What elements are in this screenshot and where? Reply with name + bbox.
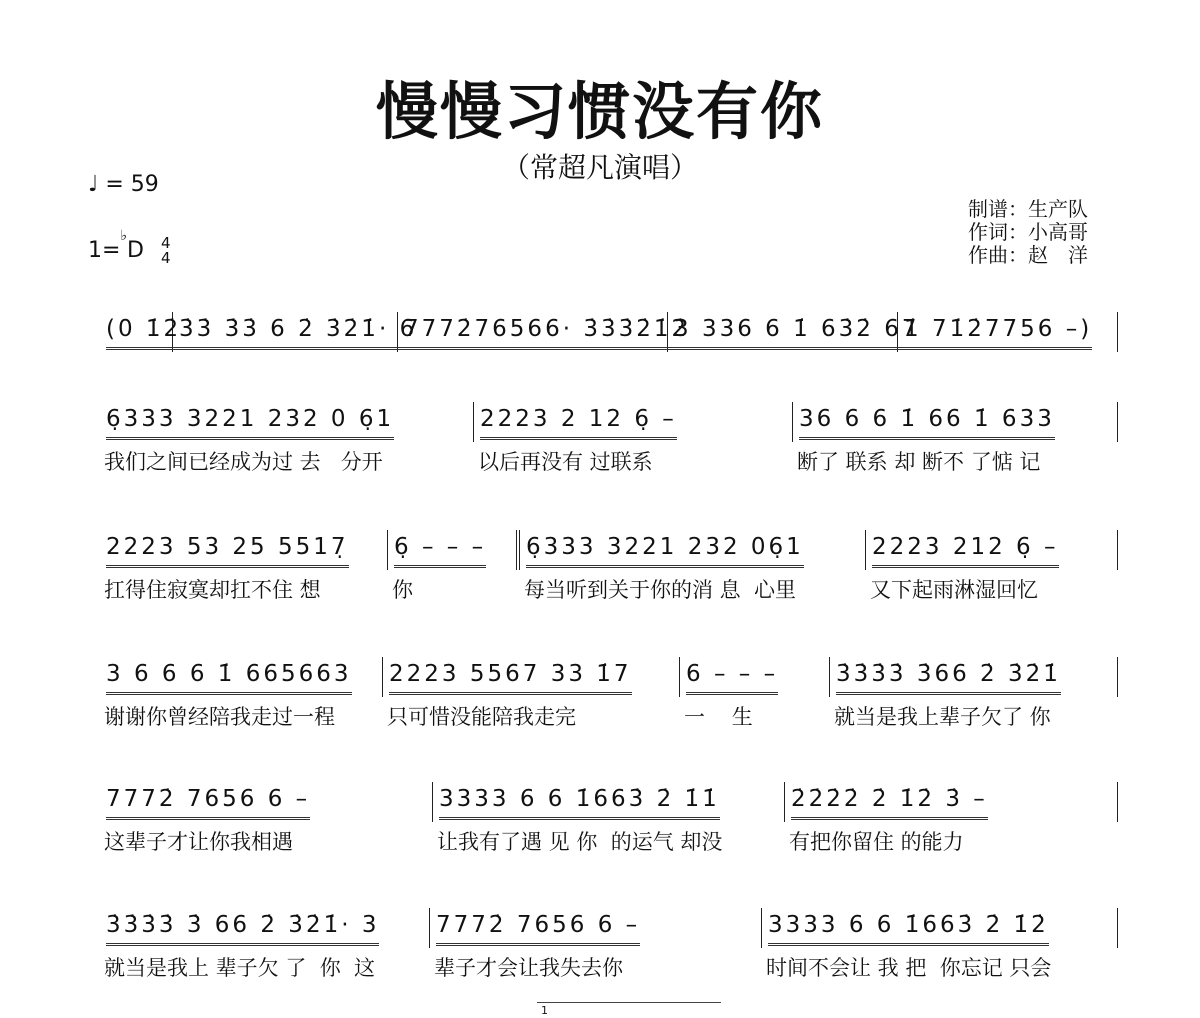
measure-notes: 2223 53 25 5517̣ — [106, 530, 349, 568]
measure-notes: 7772̇ 7656 6 – — [106, 782, 310, 820]
measure-notes: 6̣333 3221 232 06̣1 — [526, 530, 804, 568]
measure — [474, 402, 793, 474]
key-note: D — [127, 238, 144, 263]
measure — [398, 312, 690, 352]
measure-lyric: 时间不会让 我 把 你忘记 只会 — [766, 956, 1052, 980]
staff-row — [100, 782, 1118, 854]
measure — [520, 530, 866, 602]
time-bottom: 4 — [161, 249, 171, 267]
measure-notes: 2̇2̇2̇2̇ 2̇ 1̇2̇ 3̇ – — [791, 782, 988, 820]
measure-lyric: 谢谢你曾经陪我走过一程 — [104, 705, 335, 729]
credit-lyricist: 作词：小高哥 — [968, 220, 1088, 244]
key-signature — [88, 228, 171, 267]
measure-notes: 6 – – – — [686, 657, 778, 695]
page-number: 1 — [541, 1004, 548, 1017]
measure-notes: (0 1̇2̇ — [106, 312, 181, 350]
measure-notes: 36 6 6 1̇ 66 1̇ 633 — [799, 402, 1055, 440]
measure — [898, 312, 1118, 352]
tempo-marking: ♩ = 59 — [88, 172, 159, 197]
measure — [793, 402, 1118, 474]
time-signature — [161, 236, 171, 266]
staff-row — [100, 908, 1118, 980]
measure-lyric: 只可惜没能陪我走完 — [387, 705, 576, 729]
measure — [866, 530, 1118, 602]
page-footer-line — [537, 1002, 721, 1003]
measure — [668, 312, 920, 352]
measure-notes: 2223 5567 33 1̇7 — [389, 657, 632, 695]
measure-lyric: 让我有了遇 见 你 的运气 却没 — [437, 830, 723, 854]
measure-lyric: 就当是我上 辈子欠 了 你 这 — [104, 956, 376, 980]
measure-notes: 3̇3̇3̇3̇ 3̇ 66 2̇ 3̇2̇1̇· 3 — [106, 908, 379, 946]
measure — [100, 908, 430, 980]
staff-row — [100, 530, 1118, 602]
measure — [762, 908, 1118, 980]
measure-lyric: 以后再没有 过联系 — [478, 450, 653, 474]
staff-row — [100, 657, 1118, 729]
measure-notes: 3 6 6 6 1̇ 665663 — [106, 657, 352, 695]
measure-lyric: 又下起雨淋湿回忆 — [870, 578, 1038, 602]
measure — [430, 908, 762, 980]
measure-notes: 3333 6 6 1̇663̇ 2̇ 1̇2̇ — [768, 908, 1049, 946]
measure-notes: 6̣333 3221 232 0 6̣1 — [106, 402, 394, 440]
measure-lyric: 我们之间已经成为过 去 分开 — [104, 450, 383, 474]
measure-lyric: 辈子才会让我失去你 — [434, 956, 623, 980]
measure — [100, 530, 388, 602]
song-title: 慢慢习惯没有你 — [375, 75, 824, 148]
measure-notes: 1̇ 71̇2̇7756 –) — [904, 312, 1092, 350]
measure — [100, 657, 383, 729]
measure-lyric: 有把你留住 的能力 — [789, 830, 964, 854]
staff-row — [100, 402, 1118, 474]
measure-lyric: 扛得住寂寞却扛不住 想 — [104, 578, 321, 602]
time-top: 4 — [161, 234, 171, 252]
flat-icon: ♭ — [120, 228, 128, 244]
measure-lyric: 一 生 — [684, 705, 753, 729]
measure — [383, 657, 680, 729]
credits — [968, 198, 1088, 267]
measure-notes: 2223 2 12 6̣ – — [480, 402, 677, 440]
measure — [100, 782, 433, 854]
measure-notes: 3 336 6 1̇ 63̇2̇ 67 — [674, 312, 920, 350]
measure-notes: 3333 6 6 1̇663̇ 2̇ 1̇1̇ — [439, 782, 720, 820]
measure-notes: 3̇3̇3̇3̇ 3̇66 2̇ 3̇2̇1̇ — [836, 657, 1061, 695]
measure-lyric: 每当听到关于你的消 息 心里 — [524, 578, 797, 602]
measure — [100, 312, 182, 352]
measure-notes: 7772̇ 7656 6 – — [436, 908, 640, 946]
measure-notes: 2223 212 6̣ – — [872, 530, 1059, 568]
measure-notes: 3̇3̇ 3̇3̇ 6 2̇ 3̇2̇1̇· 6 — [179, 312, 417, 350]
measure — [680, 657, 830, 729]
measure-lyric: 你 — [392, 578, 413, 602]
measure — [433, 782, 785, 854]
credit-composer: 作曲：赵 洋 — [968, 243, 1088, 267]
measure-lyric: 断了 联系 却 断不 了惦 记 — [797, 450, 1041, 474]
measure-notes: 7772̇76566· 3̇3̇3̇2̇1̇2̇ — [404, 312, 689, 350]
credit-transcriber: 制谱：生产队 — [968, 197, 1088, 221]
measure — [100, 402, 474, 474]
measure-lyric: 就当是我上辈子欠了 你 — [834, 705, 1051, 729]
measure — [173, 312, 418, 352]
staff-row — [100, 312, 1118, 352]
measure — [830, 657, 1118, 729]
measure — [785, 782, 1118, 854]
measure-lyric: 这辈子才让你我相遇 — [104, 830, 293, 854]
song-subtitle: （常超凡演唱） — [501, 151, 698, 184]
measure — [388, 530, 520, 602]
key-prefix: 1= — [88, 238, 121, 263]
measure-notes: 6̣ – – – — [394, 530, 486, 568]
